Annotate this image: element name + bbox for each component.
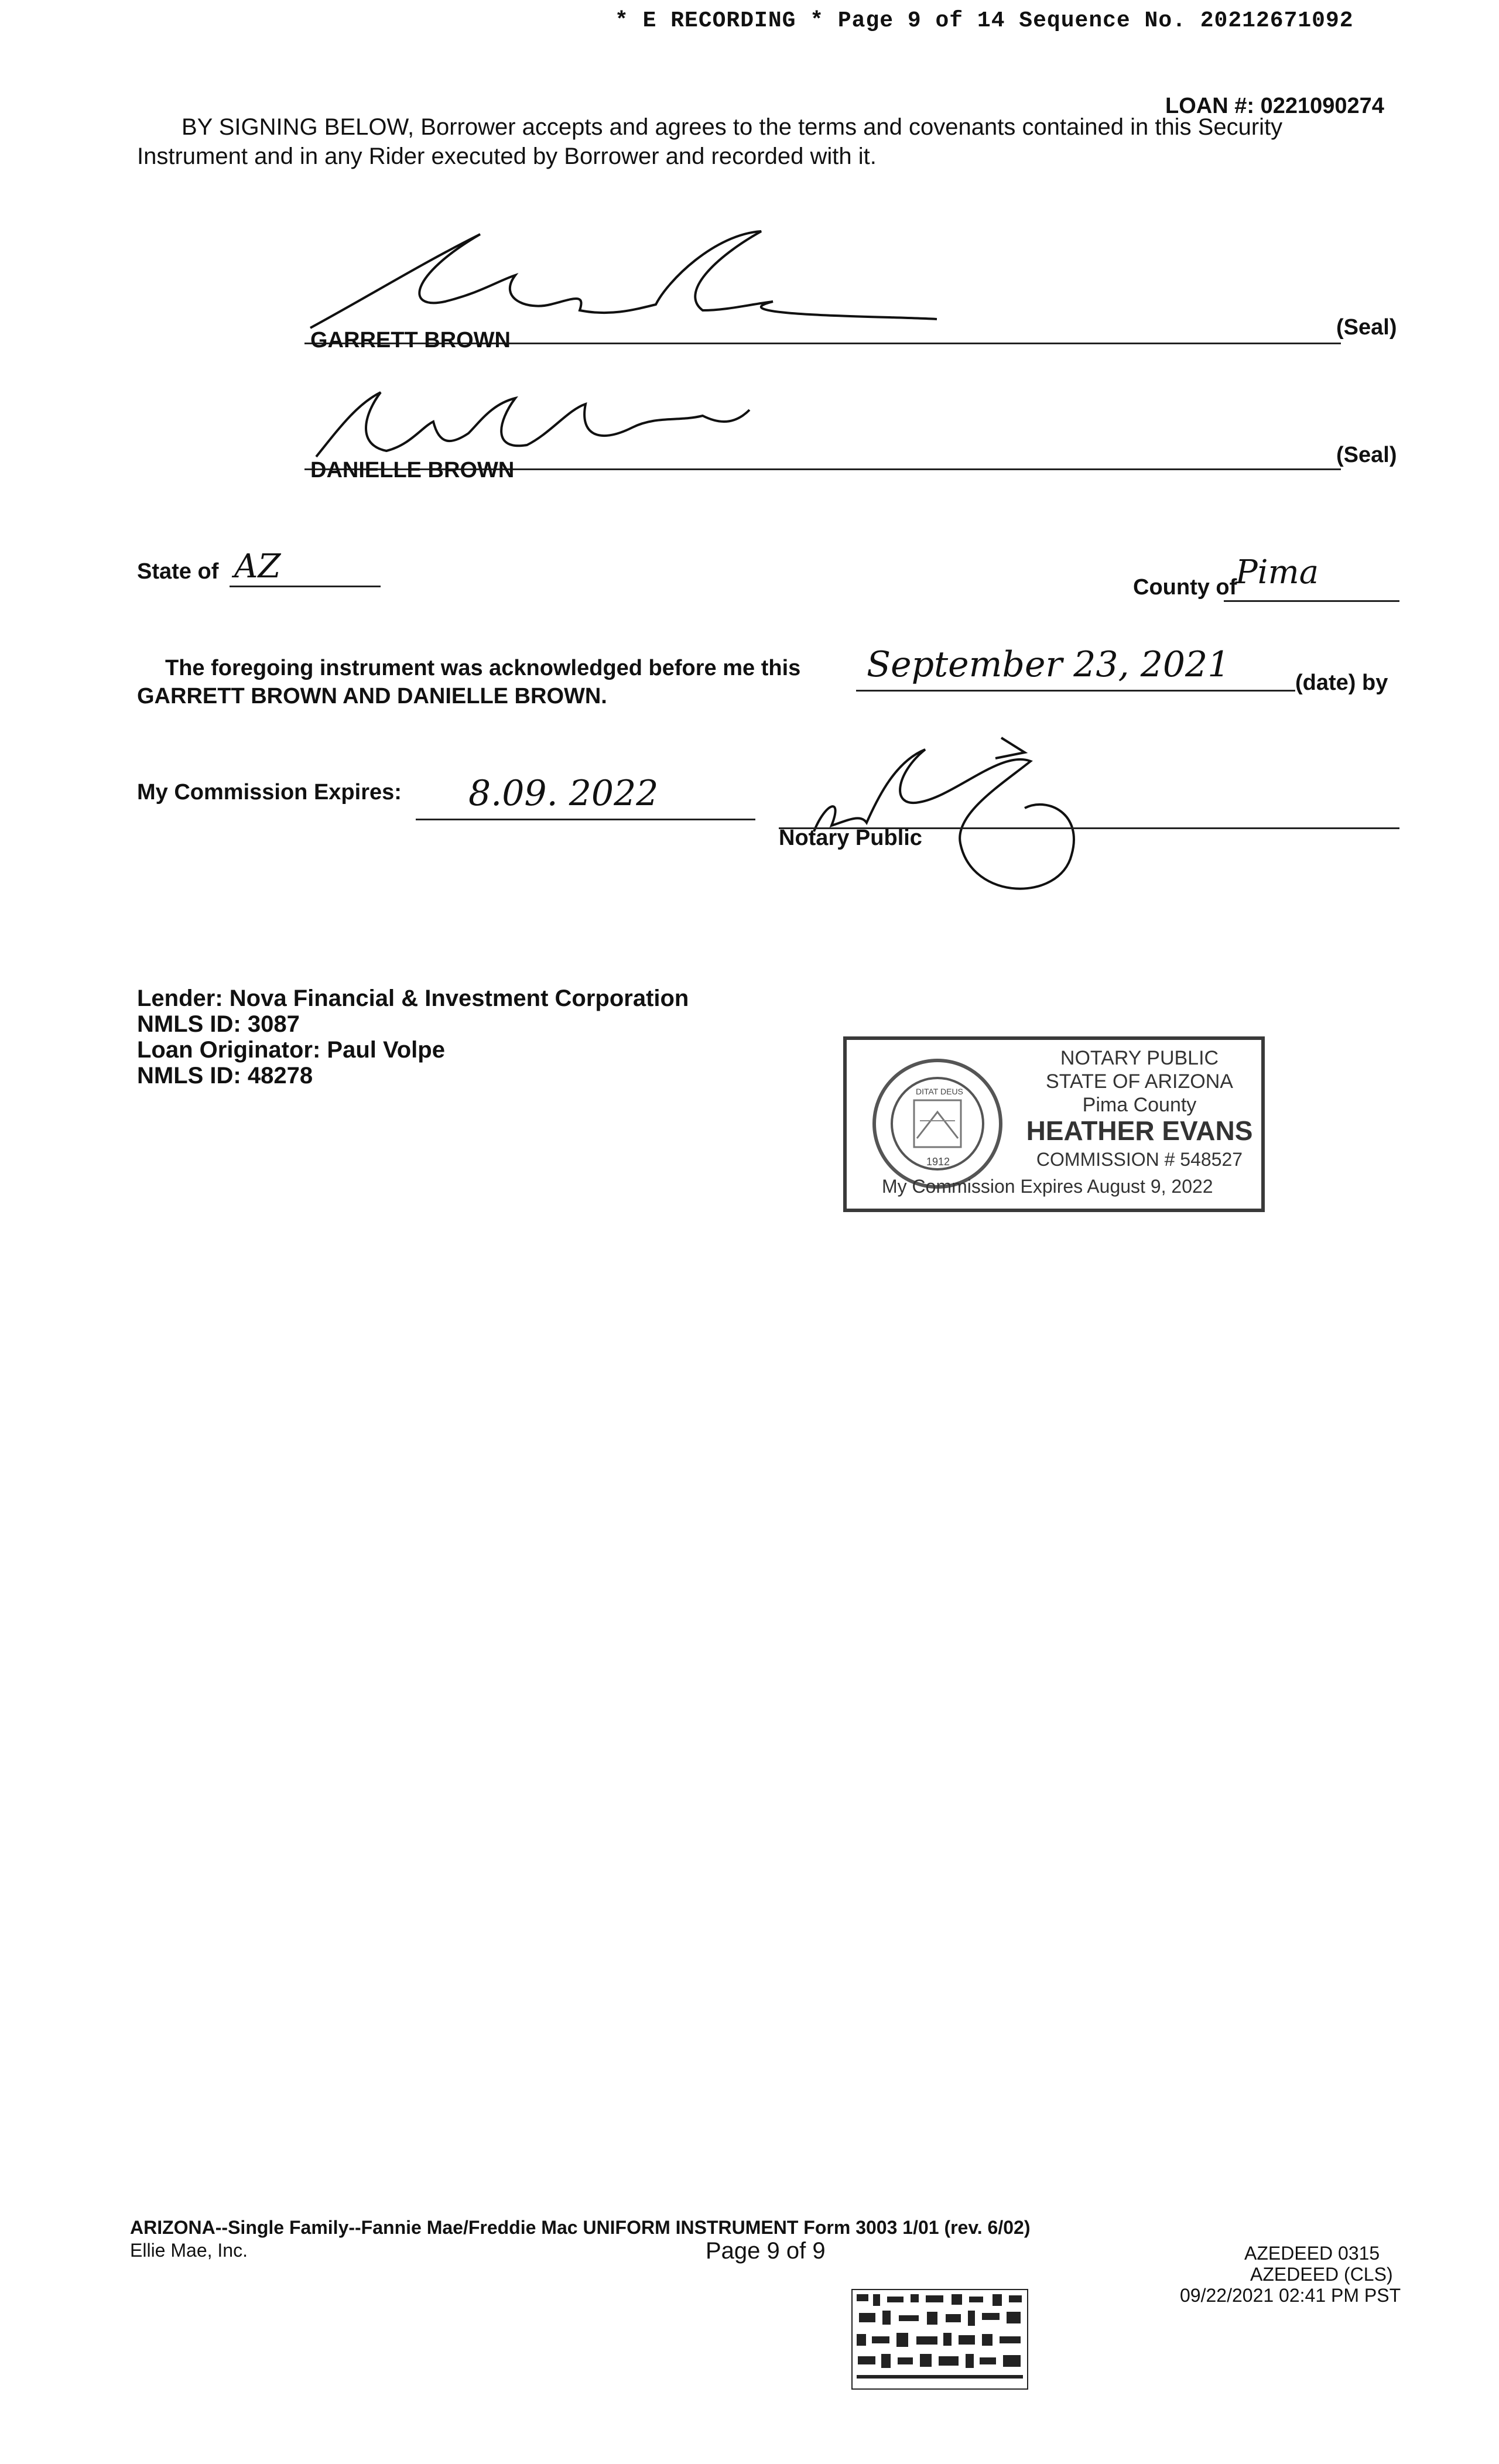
stamp-notary-name: HEATHER EVANS — [1026, 1115, 1253, 1146]
acknowledgment-date: September 23, 2021 — [867, 644, 1230, 685]
county-label: County of — [1133, 575, 1237, 600]
stamp-commission: COMMISSION # 548527 — [1036, 1149, 1243, 1170]
lender-name: Lender: Nova Financial & Investment Corporation — [137, 985, 689, 1011]
commission-value: 8.09. 2022 — [468, 773, 659, 814]
county-line — [1224, 600, 1399, 602]
seal-label-2: (Seal) — [1336, 443, 1397, 467]
vendor-name: Ellie Mae, Inc. — [130, 2240, 248, 2261]
acknowledgment-date-suffix: (date) by — [1295, 670, 1388, 695]
loan-label: LOAN #: — [1165, 94, 1254, 118]
lender-nmls: NMLS ID: 3087 — [137, 1011, 300, 1037]
stamp-title: NOTARY PUBLIC — [1060, 1047, 1219, 1069]
seal-motto: DITAT DEUS — [916, 1087, 963, 1096]
state-label: State of — [137, 559, 219, 584]
seal-label-1: (Seal) — [1336, 315, 1397, 340]
signer-name-1: GARRETT BROWN — [310, 328, 511, 353]
originator-nmls: NMLS ID: 48278 — [137, 1063, 313, 1089]
form-code-1: AZEDEED 0315 — [1244, 2243, 1380, 2264]
stamp-county: Pima County — [1082, 1094, 1197, 1116]
notary-signature — [779, 726, 1154, 913]
signer-name-2: DANIELLE BROWN — [310, 458, 515, 482]
commission-label: My Commission Expires: — [137, 780, 402, 805]
seal-year: 1912 — [926, 1156, 950, 1168]
loan-value: 0221090274 — [1260, 94, 1384, 118]
page-number: Page 9 of 9 — [706, 2238, 826, 2264]
intro-line-1: BY SIGNING BELOW, Borrower accepts and agrees to the terms and covenants contained in this Security — [182, 114, 1283, 140]
danielle-brown-signature — [304, 381, 773, 468]
acknowledgment-parties: GARRETT BROWN AND DANIELLE BROWN. — [137, 684, 607, 709]
form-code-2: AZEDEED (CLS) — [1250, 2264, 1393, 2285]
county-value: Pima — [1236, 553, 1319, 591]
state-line — [230, 586, 381, 587]
arizona-state-seal-icon — [870, 1056, 1005, 1191]
originator-name: Loan Originator: Paul Volpe — [137, 1037, 445, 1063]
print-timestamp: 09/22/2021 02:41 PM PST — [1180, 2285, 1401, 2306]
form-line: ARIZONA--Single Family--Fannie Mae/Freddie Mac UNIFORM INSTRUMENT Form 3003 1/01 (rev. 6/02) — [130, 2217, 1031, 2238]
notary-stamp — [843, 1036, 1265, 1212]
commission-line — [416, 819, 755, 820]
barcode-icon — [852, 2290, 1028, 2389]
stamp-expires: My Commission Expires August 9, 2022 — [882, 1176, 1213, 1197]
acknowledgment-text: The foregoing instrument was acknowledged before me this — [165, 656, 801, 680]
state-value: AZ — [234, 547, 281, 586]
recording-header: * E RECORDING * Page 9 of 14 Sequence No. 20212671092 — [615, 8, 1354, 33]
stamp-state: STATE OF ARIZONA — [1046, 1070, 1233, 1093]
notary-public-label: Notary Public — [779, 826, 922, 850]
date-line — [856, 690, 1295, 692]
intro-line-2: Instrument and in any Rider executed by Borrower and recorded with it. — [137, 143, 877, 169]
